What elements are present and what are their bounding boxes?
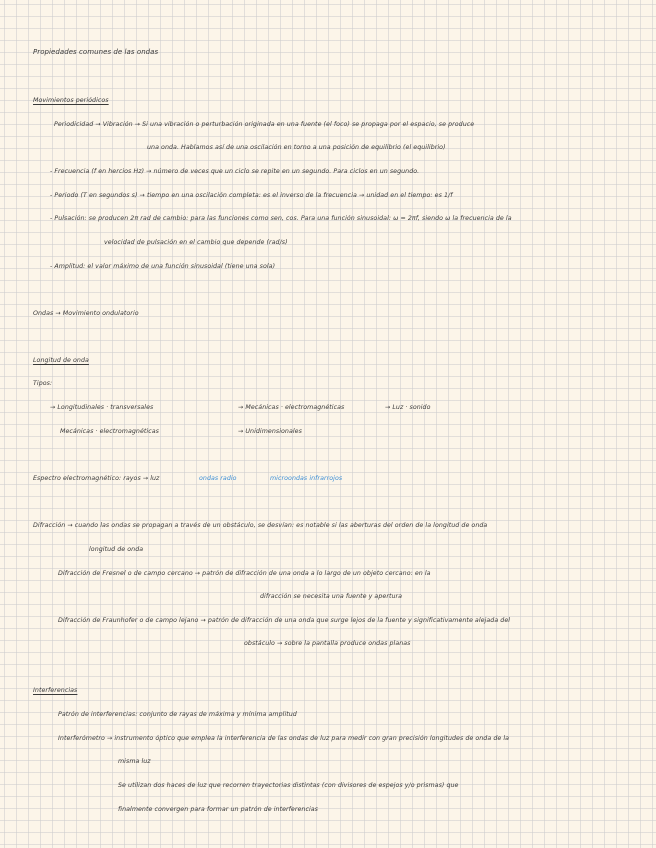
separacion-line-1: Se utilizan dos haces de luz que recorren trayectorias distintas (con divisores de espejos y/o prismas) que — [118, 782, 459, 789]
fresnel-line-1: Difracción de Fresnel o de campo cercano → patrón de difracción de una onda a lo largo de un objeto cercano: en la — [58, 570, 431, 577]
tipos-row1-b: → Mecánicas · electromagnéticas — [238, 404, 345, 411]
periodo-line: - Periodo (T en segundos s) → tiempo en una oscilación completa: es el inverso de la frecuencia → unidad en el tiempo: es 1/f — [50, 192, 453, 199]
section-heading-ondas: Ondas → Movimiento ondulatorio — [33, 310, 139, 317]
patron-line: Patrón de interferencias: conjunto de rayas de máxima y mínima amplitud — [58, 711, 297, 718]
frecuencia-line: - Frecuencia (f en hercios Hz) → número de veces que un ciclo se repite en un segundo. Para ciclos en un segundo. — [50, 168, 420, 175]
page-title: Propiedades comunes de las ondas — [33, 48, 159, 56]
section-heading-interferencias: Interferencias — [33, 687, 78, 694]
periodicidad-line-2: una onda. Hablamos así de una oscilación en torno a una posición de equilibrio (el equilibrio) — [147, 144, 446, 151]
tipos-row1-c: → Luz · sonido — [385, 404, 431, 411]
interferometro-line-2: misma luz — [118, 758, 151, 765]
interferometro-line-1: Interferómetro → instrumento óptico que emplea la interferencia de las ondas de luz para medir con gran precisión longitudes de onda de la — [58, 735, 510, 742]
fraunhofer-line-1: Difracción de Fraunhofer o de campo lejano → patrón de difracción de una onda que surge lejos de la fuente y significativamente alejada del — [58, 617, 511, 624]
pulsacion-line-2: velocidad de pulsación en el cambio que depende (rad/s) — [104, 239, 288, 246]
periodicidad-line-1: Periodicidad → Vibración → Si una vibración o perturbación originada en una fuente (el foco) se propaga por el espacio, se produce — [54, 121, 475, 128]
tipos-label: Tipos: — [33, 380, 53, 387]
espectro-label: Espectro electromagnético: rayos → luz — [33, 475, 160, 482]
fresnel-line-2: difracción se necesita una fuente y apertura — [260, 593, 403, 600]
amplitud-line: - Amplitud: el valor máximo de una función sinusoidal (tiene una sola) — [50, 263, 276, 270]
separacion-line-2: finalmente convergen para formar un patrón de interferencias — [118, 806, 318, 813]
difraccion-def-2: longitud de onda — [89, 546, 144, 553]
espectro-blue-2: microondas infrarrojos — [270, 475, 343, 482]
section-heading-periodicos: Movimientos periódicos — [33, 97, 109, 104]
difraccion-def-1: Difracción → cuando las ondas se propagan a través de un obstáculo, se desvían: es notable si las aberturas del orden de la longitud de onda — [33, 522, 488, 529]
fraunhofer-line-2: obstáculo → sobre la pantalla produce ondas planas — [244, 640, 411, 647]
tipos-row2-a: Mecánicas · electromagnéticas — [60, 428, 159, 435]
section-heading-longitud: Longitud de onda — [33, 357, 89, 364]
tipos-row1-a: → Longitudinales · transversales — [50, 404, 154, 411]
pulsacion-line-1: - Pulsación: se producen 2π rad de cambio: para las funciones como sen, cos. Para una función sinusoidal: ω = 2πf, siendo ω la frecuencia de la — [50, 215, 512, 222]
espectro-blue-1: ondas radio — [199, 475, 237, 482]
tipos-row2-b: → Unidimensionales — [238, 428, 302, 435]
